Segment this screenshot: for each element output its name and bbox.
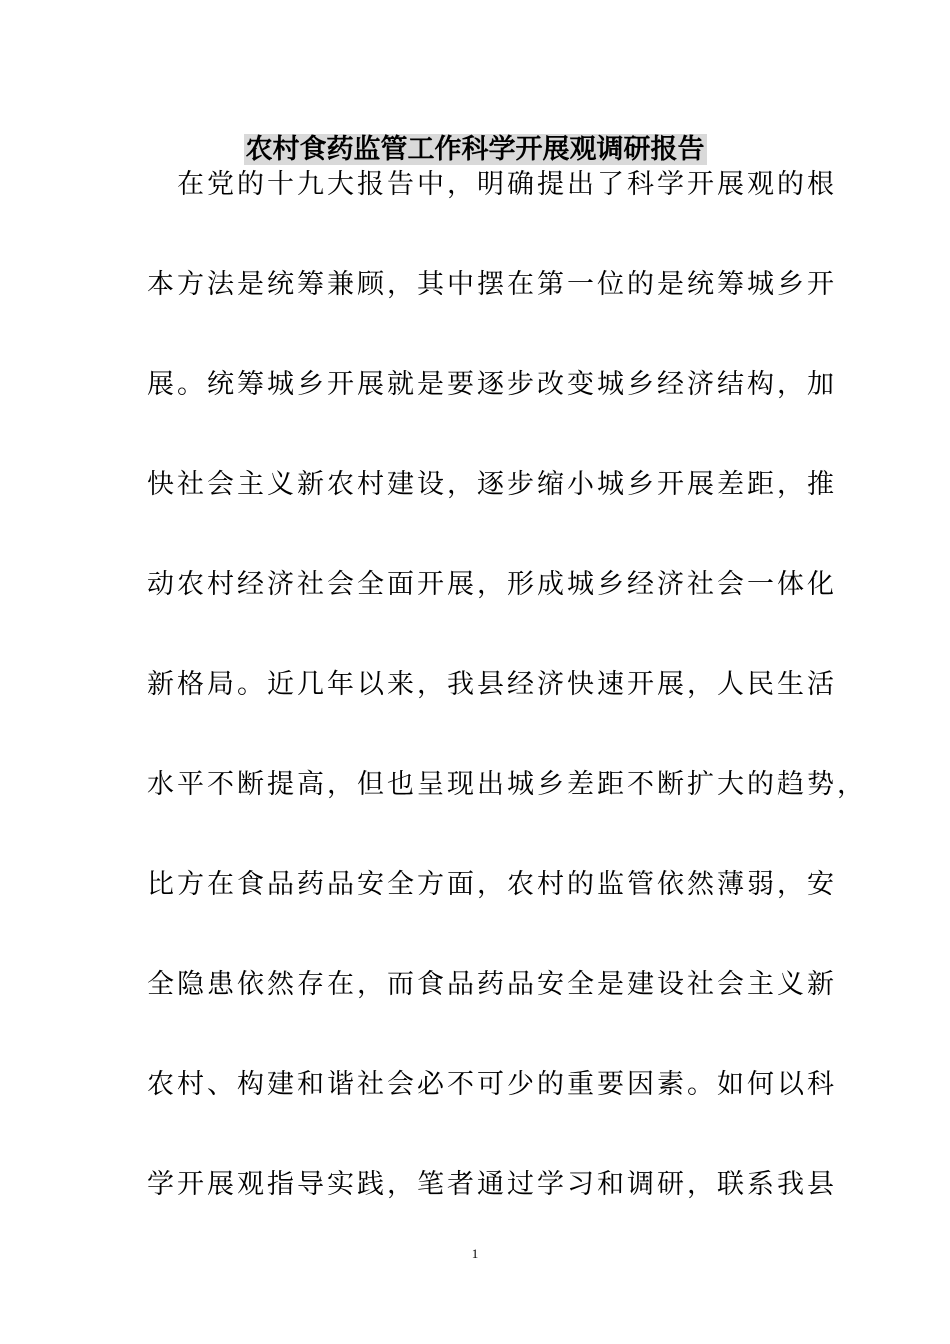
paragraph-line-8: 比方在食品药品安全方面，农村的监管依然薄弱，安	[147, 869, 837, 900]
paragraph-line-9: 全隐患依然存在，而食品药品安全是建设社会主义新	[147, 969, 837, 1000]
document-title-text: 农村食药监管工作科学开展观调研报告	[245, 134, 705, 165]
paragraph-line-10: 农村、构建和谐社会必不可少的重要因素。如何以科	[147, 1069, 837, 1100]
paragraph-line-3: 展。统筹城乡开展就是要逐步改变城乡经济结构，加	[147, 369, 837, 400]
paragraph-line-6: 新格局。近几年以来，我县经济快速开展，人民生活	[147, 669, 837, 700]
page-number: 1	[471, 1246, 479, 1261]
paragraph-line-2: 本方法是统筹兼顾，其中摆在第一位的是统筹城乡开	[147, 269, 837, 300]
paragraph-line-4: 快社会主义新农村建设，逐步缩小城乡开展差距，推	[147, 469, 837, 500]
paragraph-line-5: 动农村经济社会全面开展，形成城乡经济社会一体化	[147, 569, 837, 600]
paragraph-line-11: 学开展观指导实践，笔者通过学习和调研，联系我县	[147, 1169, 837, 1200]
document-title	[0, 130, 950, 170]
paragraph-line-7: 水平不断提高，但也呈现出城乡差距不断扩大的趋势，	[147, 769, 867, 800]
paragraph-line-1: 在党的十九大报告中，明确提出了科学开展观的根	[147, 169, 837, 200]
